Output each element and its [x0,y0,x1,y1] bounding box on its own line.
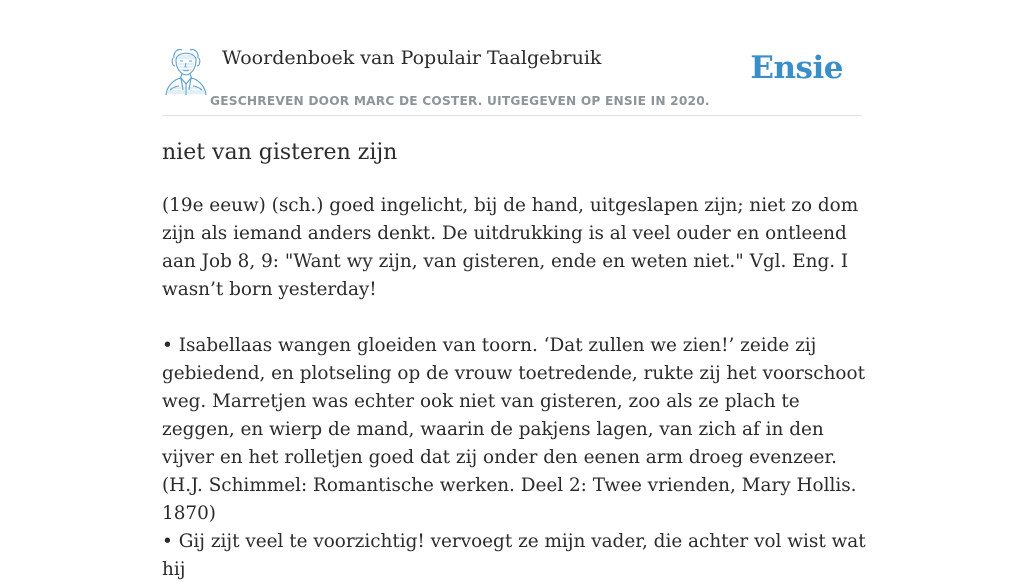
paragraph-gap [162,304,868,332]
entry-body [162,192,868,584]
author-portrait-icon [162,46,210,96]
example-paragraph: • Isabellaas wangen gloeiden van toorn. ‘Dat zullen we zien!’ zeide zij gebiedend, en plotseling op de vrouw toetredende, rukte zij het voorschoot weg. Marretjen was echter ook niet van gisteren, zoo als ze plach te zeggen, en wierp de mand, waarin de pakjens lagen, van zich af in den vijver en het rolletjen goed dat zij onder den eenen arm droeg evenzeer. (H.J. Schimmel: Romantische werken. Deel 2: Twee vrienden, Mary Hollis. 1870) [162,335,865,524]
brand-logo[interactable]: Ensie [750,50,843,86]
example-paragraph-continued: • Gij zijt veel te voorzichtig! vervoegt ze mijn vader, die achter vol wist wat hij [162,531,866,580]
definition-paragraph: (19e eeuw) (sch.) goed ingelicht, bij de hand, uitgeslapen zijn; niet zo dom zijn als iemand anders denkt. De uitdrukking is al veel ouder en ontleend aan Job 8, 9: "Want wy zijn, van gisteren, ende en weten niet." Vgl. Eng. I wasn’t born yesterday! [162,195,859,300]
entry-title: niet van gisteren zijn [162,140,398,165]
book-title[interactable]: Woordenboek van Populair Taalgebruik [222,47,602,69]
header [162,44,862,116]
byline: GESCHREVEN DOOR MARC DE COSTER. UITGEGEVEN OP ENSIE IN 2020. [210,94,710,108]
